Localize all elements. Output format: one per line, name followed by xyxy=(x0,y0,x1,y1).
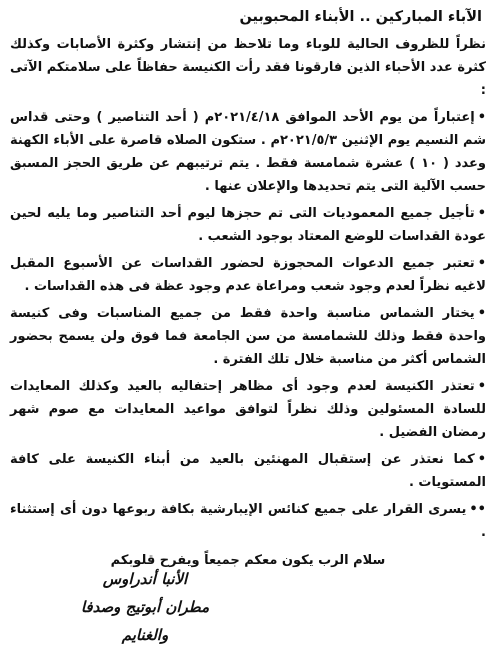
paragraph-text: تأجيل جميع المعموديات التى تم حجزها ليوم أحد التناصير وما يليه لحين عودة القداسات للوضع المعتاد بوجود الشعب . xyxy=(10,206,486,244)
letter-paragraph-1 xyxy=(10,106,486,198)
paragraph-text: يختار الشماس مناسبة واحدة فقط من جميع المناسبات وفى كنيسة واحدة فقط وذلك للشمامسة من سن الجامعة فما فوق ولن يسمح بحضور الشماس أكثر من مناسبة خلال تلك الفترة . xyxy=(10,306,486,367)
paragraph-text: تعتبر جميع الدعوات المحجوزة لحضور القداسات عن الأسبوع المقبل لاغيه نظراً لعدم وجود شعب ومراعاة عدم وجود عظة فى هذه القداسات . xyxy=(10,256,486,294)
letter-paragraph-4 xyxy=(10,302,486,371)
letter-greeting: الآباء المباركين .. الأبناء المحبوبين xyxy=(239,9,482,25)
bullet-icon: • xyxy=(477,256,486,271)
paragraph-text: إعتباراً من يوم الأحد الموافق ٢٠٢١/٤/١٨م ( أحد التناصير ) وحتى قداس شم النسيم يوم الإثنين ٢٠٢١/٥/٣م . ستكون الصلاه قاصرة على الأباء الكهنة وعدد ( ١٠ ) عشرة شمامسة فقط . يتم ترتيبهم عن طريق الحجز المسبق حسب الآلية التى يتم تحديدها والإعلان عنها . xyxy=(10,110,486,194)
signature-title: مطران أبوتيج وصدفا والغنايم xyxy=(80,598,210,644)
bullet-icon: • xyxy=(477,452,486,467)
letter-paragraph-3 xyxy=(10,252,486,298)
signature-name: الأنبا أندراوس xyxy=(102,570,188,588)
letter-paragraph-7 xyxy=(10,498,486,544)
letter-paragraph-2 xyxy=(10,202,486,248)
bullet-icon: •• xyxy=(469,502,486,517)
paragraph-text: تعتذر الكنيسة لعدم وجود أى مظاهر إحتفاليه بالعيد وكذلك المعايدات للسادة المسئولين وذلك نظراً لتوافق مواعيد المعايدات مع صوم شهر رمضان الفضيل . xyxy=(10,379,486,440)
letter-paragraph-5 xyxy=(10,375,486,444)
letter-intro: نظراً للظروف الحالية للوباء وما تلاحظ من إنتشار وكثرة الأصابات وكذلك كثرة عدد الأحباء الذين فارقونا فقد رأت الكنيسة حفاظاً على سلامتكم الآتى : xyxy=(10,37,486,98)
signature-block xyxy=(65,565,225,649)
paragraph-text: يسرى القرار على جميع كنائس الإيبارشية بكافة ربوعها دون أى إستثناء . xyxy=(10,502,486,540)
paragraph-text: كما نعتذر عن إستقبال المهنئين بالعيد من أبناء الكنيسة على كافة المستويات . xyxy=(10,452,486,490)
bullet-icon: • xyxy=(477,379,486,394)
bullet-icon: • xyxy=(477,110,486,125)
bullet-icon: • xyxy=(477,206,486,221)
letter-closing: سلام الرب يكون معكم جميعاً ويفرح قلوبكم xyxy=(110,553,386,568)
bullet-icon: • xyxy=(477,306,486,321)
letter-paragraph-6 xyxy=(10,448,486,494)
